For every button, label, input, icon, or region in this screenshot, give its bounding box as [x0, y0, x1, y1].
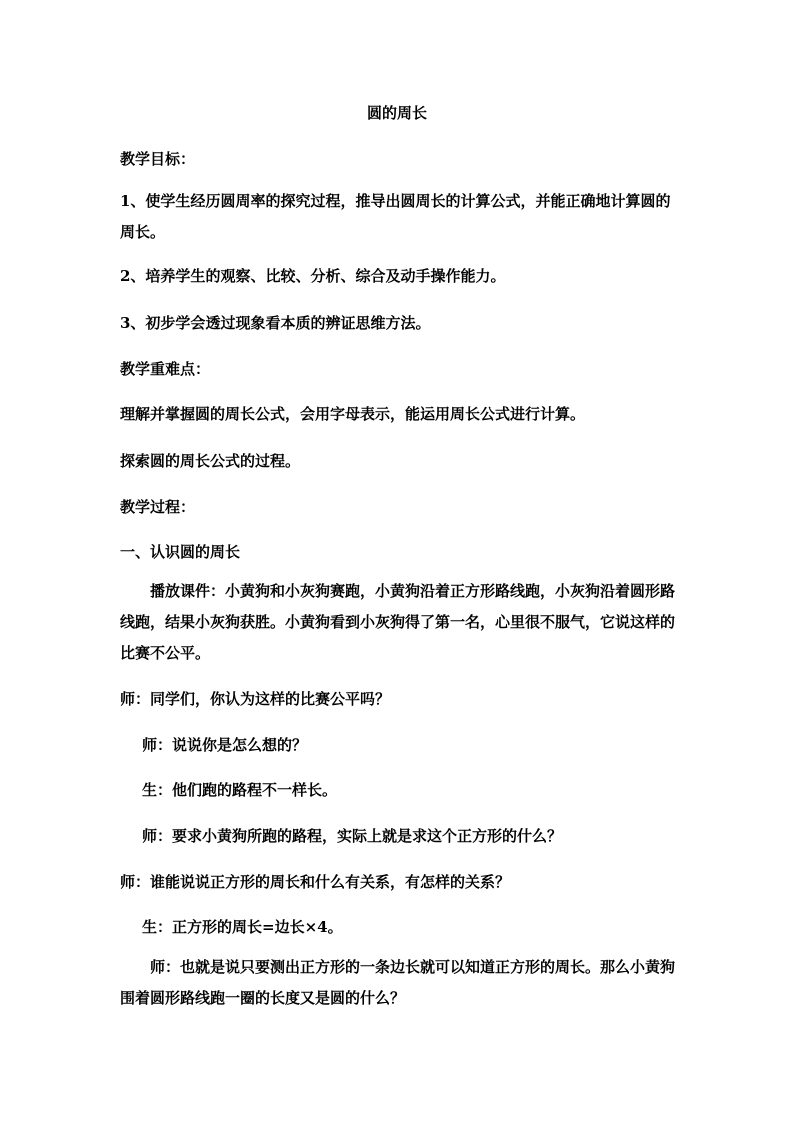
dialog-line-2: 师：说说你是怎么想的？ [142, 736, 308, 754]
dialog-line-4: 师：要求小黄狗所跑的路程，实际上就是求这个正方形的什么？ [142, 827, 563, 845]
keypoint-1: 理解并掌握圆的周长公式，会用字母表示，能运用周长公式进行计算。 [120, 405, 586, 423]
keypoint-2: 探索圆的周长公式的过程。 [120, 452, 301, 470]
page-title: 圆的周长 [366, 104, 427, 122]
story-paragraph: 播放课件：小黄狗和小灰狗赛跑，小黄狗沿着正方形路线跑，小灰狗沿着圆形路线跑，结果小灰狗获胜。小黄狗看到小灰狗得了第一名，心里很不服气，它说这样的比赛不公平。 [120, 582, 676, 662]
keypoints-heading: 教学重难点： [120, 360, 211, 378]
dialog-line-1: 师：同学们，你认为这样的比赛公平吗？ [120, 690, 391, 708]
objective-3: 3、初步学会透过现象看本质的辨证思维方法。 [120, 314, 431, 332]
process-heading: 教学过程： [120, 498, 196, 516]
dialog-line-3: 生：他们跑的路程不一样长。 [142, 781, 338, 799]
dialog-line-5: 师：谁能说说正方形的周长和什么有关系，有怎样的关系？ [120, 873, 511, 891]
objectives-heading: 教学目标： [120, 150, 196, 168]
dialog-line-7: 师：也就是说只要测出正方形的一条边长就可以知道正方形的周长。那么小黄狗围着圆形路线跑一圈的长度又是圆的什么？ [120, 958, 676, 1007]
part-1-heading: 一、认识圆的周长 [120, 543, 241, 561]
dialog-line-6: 生：正方形的周长=边长×4。 [142, 918, 343, 936]
objective-1: 1、使学生经历圆周率的探究过程，推导出圆周长的计算公式，并能正确地计算圆的周长。 [120, 192, 671, 241]
objective-2: 2、培养学生的观察、比较、分析、综合及动手操作能力。 [120, 267, 506, 285]
